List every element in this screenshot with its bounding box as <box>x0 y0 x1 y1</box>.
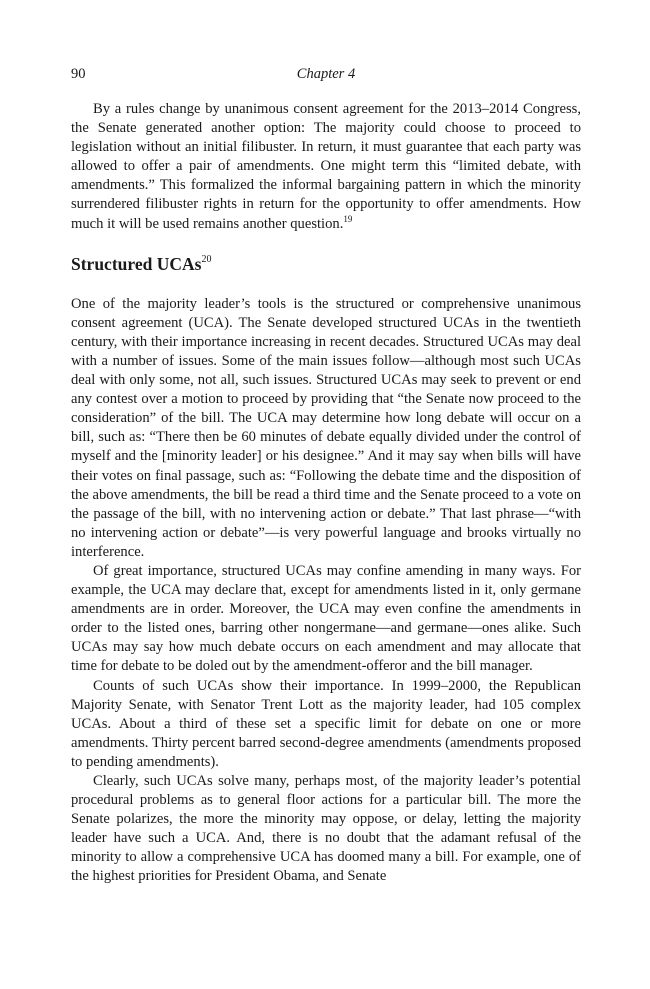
book-page <box>71 66 581 887</box>
section-title: Structured UCAs <box>71 253 202 274</box>
footnote-ref-19: 19 <box>343 213 353 224</box>
paragraph-counts: Counts of such UCAs show their importance. In 1999–2000, the Republican Majority Senate, with Senator Trent Lott as the majority leader, had 105 complex UCAs. About a third of these set a specific limit for debate on one or more amendments. Thirty percent barred second-degree amendments (amendments proposed to pending amendments). <box>71 677 581 770</box>
page-number: 90 <box>71 66 86 82</box>
footnote-ref-20: 20 <box>201 253 212 265</box>
running-head <box>71 66 581 86</box>
page-body <box>71 100 581 887</box>
paragraph-structured-ucas: One of the majority leader’s tools is the structured or comprehensive unanimous consent agreement (UCA). The Senate developed structured UCAs in the twentieth century, with their importance increasing in recent decades. Structured UCAs may deal with a number of issues. Some of the main issues follow—although most such UCAs deal with only some, not all, such issues. Structured UCAs may seek to prevent or end any contest over a motion to proceed by providing that “the Senate now proceed to the consideration” of the bill. The UCA may determine how long debate will occur on a bill, such as: “There then be 60 minutes of debate equally divided under the control of myself and the [minority leader] or his designee.” And it may say when bills will have their votes on final passage, such as: “Following the debate time and the disposition of the above amendments, the bill be read a third time and the Senate proceed to a vote on the passage of the bill, with no intervening action or debate.” That last phrase—“with no intervening action or debate”—is very powerful language and brooks virtually no interference. <box>71 295 581 560</box>
chapter-label: Chapter 4 <box>296 66 356 82</box>
section-heading <box>71 253 581 275</box>
paragraph-text: By a rules change by unanimous consent agreement for the 2013–2014 Congress, the Senate generated another option: The majority could choose to proceed to legislation without an initial filibuster. In return, it must guarantee that each party was allowed to offer a pair of amendments. One might term this “limited debate, with amendments.” This formalized the informal bargaining pattern in which the minority surrendered filibuster rights in return for the opportunity to offer amendments. How much it will be used remains another question. <box>71 101 581 232</box>
paragraph-amending: Of great importance, structured UCAs may confine amending in many ways. For example, the UCA may declare that, except for amendments listed in it, only germane amendments are in order. Moreover, the UCA may even confine the amendments in order to the listed ones, barring other nongermane—and germane—ones alike. Such UCAs may say how much debate occurs on each amendment and may allocate that time for debate to be doled out by the amendment-offeror and the bill manager. <box>71 562 581 675</box>
paragraph-procedural-problems: Clearly, such UCAs solve many, perhaps most, of the majority leader’s potential procedural problems as to general floor actions for a particular bill. The more the Senate polarizes, the more the minority may oppose, or delay, letting the majority leader have such a UCA. And, there is no doubt that the adamant refusal of the minority to allow a comprehensive UCA has doomed many a bill. For example, one of the highest priorities for President Obama, and Senate <box>71 773 581 885</box>
paragraph-rules-change <box>71 100 581 234</box>
